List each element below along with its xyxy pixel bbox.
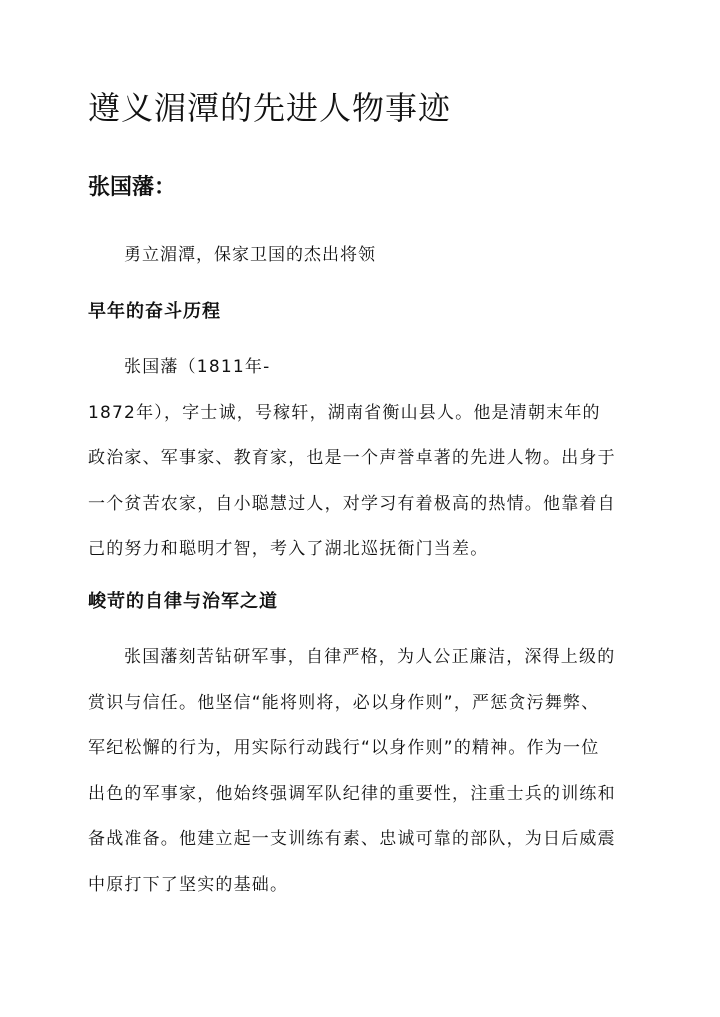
paragraph-line: 1872年），字士诚，号稼轩，湖南省衡山县人。他是清朝末年的 [88,402,601,423]
paragraph-early-years [88,354,648,582]
paragraph-line: 政治家、军事家、教育家，也是一个声誉卓著的先进人物。出身于 [88,448,616,469]
person-heading: 张国藩： [88,175,177,200]
paragraph-line: 中原打下了坚实的基础。 [88,874,289,895]
document-title: 遵义湄潭的先进人物事迹 [88,89,452,127]
paragraph-line: 军纪松懈的行为，用实际行动践行“以身作则”的精神。作为一位 [88,738,600,759]
tagline: 勇立湄潭，保家卫国的杰出将领 [124,245,376,265]
section-heading-discipline: 峻苛的自律与治军之道 [88,591,278,612]
paragraph-line: 备战准备。他建立起一支训练有素、忠诚可靠的部队，为日后威震 [88,829,616,850]
paragraph-line: 己的努力和聪明才智，考入了湖北巡抚衙门当差。 [88,539,489,560]
paragraph-line: 张国藩刻苦钻研军事，自律严格，为人公正廉洁，深得上级的 [124,647,616,667]
paragraph-line: 一个贫苦农家，自小聪慧过人，对学习有着极高的热情。他靠着自 [88,493,616,514]
paragraph-line: 张国藩（1811年- [124,357,271,377]
paragraph-line: 出色的军事家，他始终强调军队纪律的重要性，注重士兵的训练和 [88,783,616,804]
paragraph-discipline [88,644,648,918]
paragraph-line: 赏识与信任。他坚信“能将则将，必以身作则”，严惩贪污舞弊、 [88,692,600,713]
section-heading-early-years: 早年的奋斗历程 [88,301,221,322]
